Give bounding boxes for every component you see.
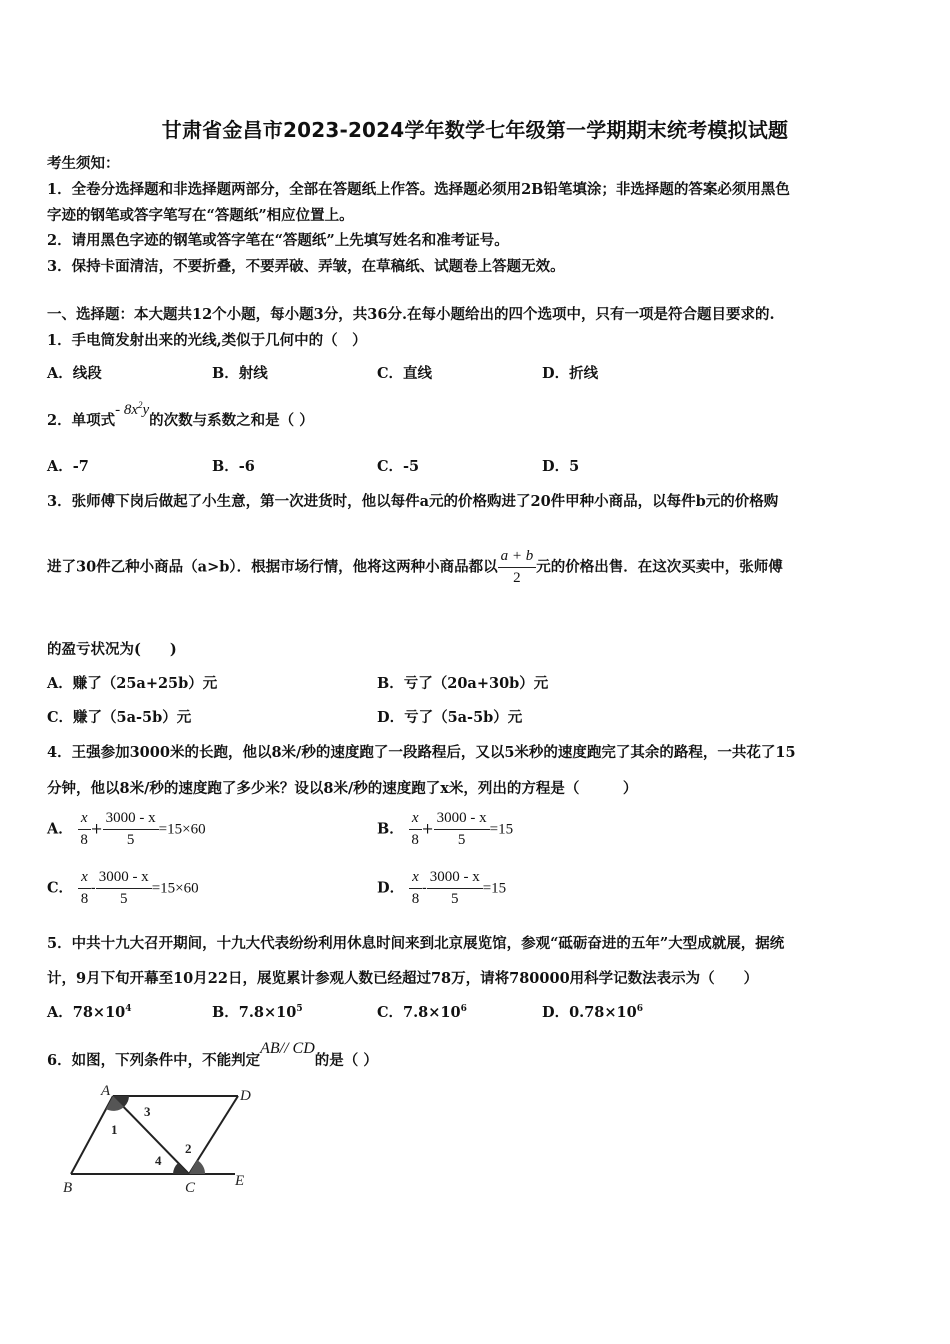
label-c: C [185, 1180, 196, 1196]
question-stem [47, 400, 314, 430]
operator: + [421, 821, 434, 838]
label-a: A [101, 1083, 111, 1099]
option-b: B．-6 [212, 458, 255, 475]
option-b: B．亏了（20a+30b）元 [377, 675, 549, 692]
angle-2-label: 2 [185, 1141, 192, 1156]
option-d: D．折线 [542, 365, 599, 382]
exponent: 4 [125, 1004, 132, 1015]
fraction-numerator: x [80, 810, 88, 826]
q3-line2-post: 元的价格出售．在这次买卖中，张师傅 [536, 558, 783, 576]
option-c: C．直线 [377, 365, 433, 382]
question-stem-line: 计，9月下旬开幕至10月22日，展览累计参观人数已经超过78万，请将780000用科学记数法表示为（ ） [47, 970, 759, 987]
option-a: A．-7 [47, 458, 89, 475]
geometry-figure [55, 1082, 265, 1197]
q3-line2-pre: 进了30件乙种小商品（a>b）．根据市场行情，他将这两种小商品都以 [47, 558, 498, 576]
option-label: D． [377, 879, 405, 897]
notice-item: 1．全卷分选择题和非选择题两部分，全部在答题纸上作答。选择题必须用2B铅笔填涂；非选择题的答案必须用黑色 [47, 181, 790, 198]
fraction-numerator: 3000 - x [434, 810, 490, 830]
option-c: C．赚了（5a-5b）元 [47, 709, 192, 726]
q6-suffix: 的是（ ） [314, 1052, 378, 1069]
option-text: D．0.78×10 [542, 1004, 637, 1021]
angle-4-label: 4 [155, 1153, 162, 1168]
fraction-numerator: 3000 - x [427, 869, 483, 889]
notice-item: 2．请用黑色字迹的钢笔或答字笔在“答题纸”上先填写姓名和准考证号。 [47, 232, 509, 249]
question-stem: 1．手电筒发射出来的光线,类似于几何中的（ ） [47, 332, 367, 349]
equation-rhs: =15 [489, 821, 514, 838]
page-title: 甘肃省金昌市2023-2024学年数学七年级第一学期期末统考模拟试题 [161, 118, 789, 142]
angle-3-label: 3 [144, 1104, 151, 1119]
angle-1-label: 1 [111, 1122, 118, 1137]
equation-rhs: =15×60 [151, 880, 199, 897]
option-text: B．7.8×10 [212, 1004, 297, 1021]
question-stem-line: 分钟，他以8米/秒的速度跑了多少米？设以8米/秒的速度跑了x米，列出的方程是（ ） [47, 780, 638, 797]
option-d: D．5 [542, 458, 580, 475]
fraction [78, 869, 91, 908]
fraction-numerator: x [412, 869, 419, 885]
fraction-denominator: 5 [119, 891, 128, 907]
fraction-denominator: 5 [126, 832, 135, 848]
option-a [47, 1001, 132, 1022]
q2-prefix: 2．单项式 [47, 412, 116, 429]
label-e: E [235, 1173, 245, 1189]
question-stem: 4．王强参加3000米的长跑，他以8米/秒的速度跑了一段路程后，又以5米秒的速度跑完了其余的路程，一共花了15 [47, 744, 796, 761]
fraction [103, 810, 159, 849]
option-b: B．射线 [212, 365, 268, 382]
notice-heading: 考生须知： [47, 155, 120, 172]
notice-item: 3．保持卡面清洁，不要折叠，不要弄破、弄皱，在草稿纸、试题卷上答题无效。 [47, 258, 565, 275]
question-stem-line: 的盈亏状况为( ) [47, 641, 177, 658]
operator: - [90, 880, 96, 897]
option-label: A． [47, 820, 73, 838]
fraction-denominator: 8 [411, 832, 419, 848]
label-d: D [240, 1088, 251, 1104]
question-stem [47, 1040, 378, 1070]
fraction-denominator: 2 [513, 570, 521, 586]
q2-suffix: 的次数与系数之和是（ ） [149, 412, 314, 429]
fraction-numerator: x [411, 810, 419, 826]
option-d: D．亏了（5a-5b）元 [377, 709, 523, 726]
fraction-numerator: a + b [500, 548, 534, 564]
fraction [78, 810, 91, 849]
notice-item: 字迹的钢笔或答字笔写在“答题纸”相应位置上。 [47, 207, 354, 224]
option-d [377, 869, 506, 908]
monomial-coef: - 8x [115, 402, 138, 418]
fraction-denominator: 8 [80, 832, 88, 848]
fraction [409, 810, 422, 849]
exponent: 5 [296, 1004, 303, 1015]
option-a: A．线段 [47, 365, 102, 382]
fraction-denominator: 8 [80, 891, 89, 907]
fraction [96, 869, 152, 908]
monomial-exponent: 2 [138, 400, 143, 410]
option-text: C．7.8×10 [377, 1004, 461, 1021]
section-heading: 一、选择题：本大题共12个小题，每小题3分，共36分.在每小题给出的四个选项中，只有一项是符合题目要求的. [47, 306, 775, 323]
fraction [427, 869, 483, 908]
fraction-numerator: x [81, 869, 88, 885]
question-stem: 5．中共十九大召开期间，十九大代表纷纷利用休息时间来到北京展览馆，参观“砥砺奋进的五年”大型成就展，据统 [47, 935, 785, 952]
fraction-numerator: 3000 - x [103, 810, 159, 830]
fraction-denominator: 5 [457, 832, 466, 848]
fraction [409, 869, 422, 908]
exponent: 6 [460, 1004, 467, 1015]
q6-prefix: 6．如图，下列条件中，不能判定 [47, 1052, 261, 1069]
option-c [377, 1001, 467, 1022]
fraction [434, 810, 490, 849]
option-c: C．-5 [377, 458, 420, 475]
option-a: A．赚了（25a+25b）元 [47, 675, 218, 692]
price-fraction [498, 548, 537, 587]
equation-rhs: =15×60 [158, 821, 206, 838]
question-stem-line [47, 548, 783, 587]
angle-2-mark [189, 1160, 205, 1174]
exponent: 6 [636, 1004, 643, 1015]
option-label: C． [47, 879, 74, 897]
monomial-expression [115, 402, 149, 418]
segment-ab [71, 1096, 113, 1174]
equation-rhs: =15 [482, 880, 507, 897]
monomial-tail: y [142, 402, 150, 418]
fraction-denominator: 8 [411, 891, 420, 907]
option-b [377, 810, 513, 849]
option-c [47, 869, 199, 908]
option-text: A．78×10 [47, 1004, 126, 1021]
question-stem: 3．张师傅下岗后做起了小生意，第一次进货时，他以每件a元的价格购进了20件甲种小商品，以每件b元的价格购 [47, 493, 779, 510]
fraction-numerator: 3000 - x [96, 869, 152, 889]
operator: + [90, 821, 103, 838]
fraction-denominator: 5 [450, 891, 459, 907]
option-b [212, 1001, 303, 1022]
parallel-expression: AB// CD [260, 1040, 315, 1057]
option-label: B． [377, 820, 404, 838]
option-a [47, 810, 206, 849]
operator: - [421, 880, 427, 897]
option-d [542, 1001, 643, 1022]
label-b: B [63, 1180, 73, 1196]
segment-ac [113, 1096, 189, 1174]
